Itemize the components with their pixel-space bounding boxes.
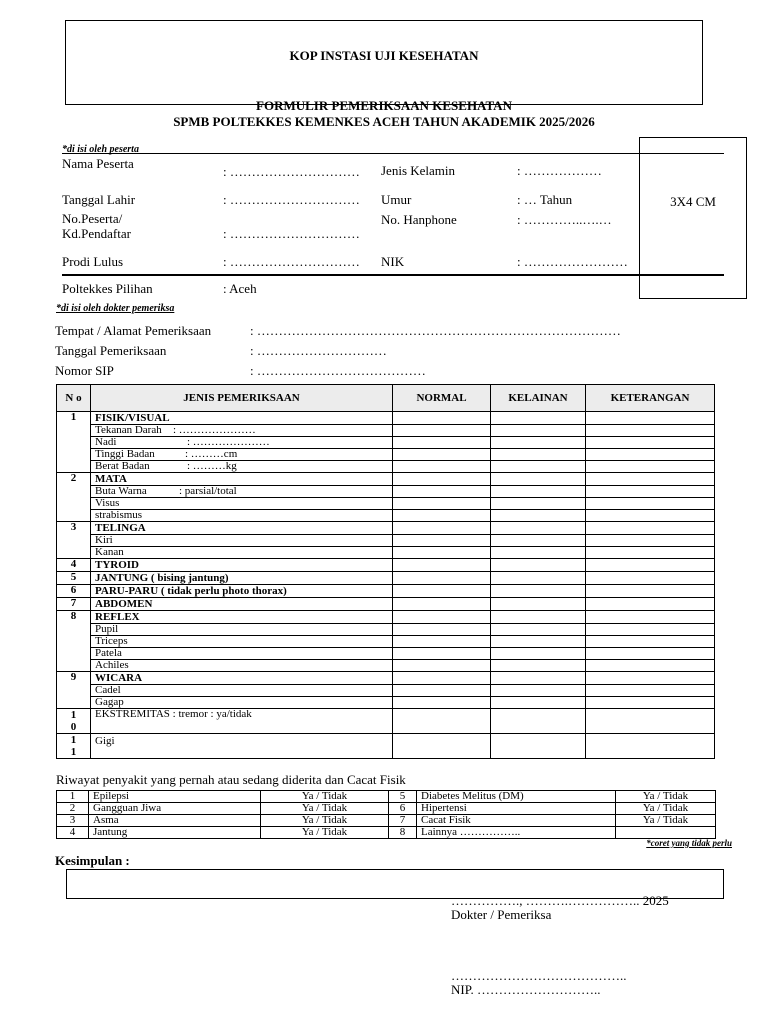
history-option-left[interactable]: Ya / Tidak [261, 815, 389, 827]
signer-label: Dokter / Pemeriksa [451, 907, 552, 922]
table-row [57, 611, 715, 624]
history-disease-right: Diabetes Melitus (DM) [417, 791, 616, 803]
form-subtitle: SPMB POLTEKKES KEMENKES ACEH TAHUN AKADEMIK 2025/2026 [173, 114, 595, 129]
history-row [57, 791, 716, 803]
cat-paru: PARU-PARU ( tidak perlu photo thorax) [91, 585, 393, 598]
row-no-10: 1 0 [57, 709, 91, 734]
row-no-7: 7 [57, 598, 91, 611]
cell-keterangan[interactable] [586, 498, 715, 510]
cell-kelainan[interactable] [491, 709, 586, 734]
cell-kelainan[interactable] [491, 547, 586, 559]
table-row [57, 559, 715, 572]
sub-tekanan-darah: Tekanan Darah : ………………… [91, 425, 393, 437]
cell-kelainan[interactable] [491, 636, 586, 648]
cell-normal[interactable] [393, 697, 491, 709]
history-option-right[interactable]: Ya / Tidak [616, 803, 716, 815]
cell-kelainan[interactable] [491, 473, 586, 486]
sub-patela: Patela [91, 648, 393, 660]
signature-line[interactable]: ………………………………….. [451, 968, 627, 983]
history-disease-left: Epilepsi [89, 791, 261, 803]
cell-keterangan[interactable] [586, 624, 715, 636]
participant-top-line [62, 153, 724, 154]
photo-label: 3X4 CM [670, 194, 716, 209]
history-disease-left: Gangguan Jiwa [89, 803, 261, 815]
poltekkes-label: Poltekkes Pilihan [62, 281, 153, 296]
table-row [57, 598, 715, 611]
header-normal: NORMAL [393, 385, 491, 412]
table-row [57, 709, 715, 734]
history-no-right: 8 [389, 827, 417, 839]
sub-buta-warna: Buta Warna : parsial/total [91, 486, 393, 498]
cell-kelainan[interactable] [491, 585, 586, 598]
history-disease-left: Asma [89, 815, 261, 827]
history-note: *coret yang tidak perlu [646, 838, 732, 848]
cell-normal[interactable] [393, 547, 491, 559]
cell-kelainan[interactable] [491, 734, 586, 759]
cell-normal[interactable] [393, 734, 491, 759]
cell-normal[interactable] [393, 425, 491, 437]
cat-fisik: FISIK/VISUAL [91, 412, 393, 425]
row-no-1: 1 [57, 412, 91, 473]
cell-normal[interactable] [393, 486, 491, 498]
participant-section-note: *di isi oleh peserta [62, 144, 139, 155]
cell-kelainan[interactable] [491, 425, 586, 437]
exam-header-row [57, 385, 715, 412]
history-no-left: 4 [57, 827, 89, 839]
table-row [57, 510, 715, 522]
sub-triceps: Triceps [91, 636, 393, 648]
nip-line[interactable]: NIP. ……………………….. [451, 982, 601, 997]
table-row [57, 412, 715, 425]
history-option-left[interactable]: Ya / Tidak [261, 791, 389, 803]
cell-keterangan[interactable] [586, 486, 715, 498]
cell-keterangan[interactable] [586, 611, 715, 624]
cell-kelainan[interactable] [491, 412, 586, 425]
table-row [57, 449, 715, 461]
history-no-left: 2 [57, 803, 89, 815]
cell-kelainan[interactable] [491, 611, 586, 624]
sub-cadel: Cadel [91, 685, 393, 697]
table-row [57, 437, 715, 449]
row-no-5: 5 [57, 572, 91, 585]
cell-kelainan[interactable] [491, 559, 586, 572]
cell-keterangan[interactable] [586, 522, 715, 535]
cell-kelainan[interactable] [491, 510, 586, 522]
history-no-right: 7 [389, 815, 417, 827]
nama-label: Nama Peserta [62, 156, 134, 171]
sub-achiles: Achiles [91, 660, 393, 672]
nik-value[interactable]: : …………………… [517, 254, 628, 269]
cell-kelainan[interactable] [491, 697, 586, 709]
cell-normal[interactable] [393, 412, 491, 425]
cell-kelainan[interactable] [491, 522, 586, 535]
cell-normal[interactable] [393, 522, 491, 535]
cell-keterangan[interactable] [586, 510, 715, 522]
cell-normal[interactable] [393, 510, 491, 522]
table-row [57, 648, 715, 660]
history-no-left: 3 [57, 815, 89, 827]
tanggal-pemeriksaan-label: Tanggal Pemeriksaan [55, 343, 167, 358]
history-no-right: 5 [389, 791, 417, 803]
history-disease-left: Jantung [89, 827, 261, 839]
participant-bottom-line [62, 274, 724, 276]
cell-normal[interactable] [393, 585, 491, 598]
cell-keterangan[interactable] [586, 559, 715, 572]
sub-gagap: Gagap [91, 697, 393, 709]
cell-normal[interactable] [393, 449, 491, 461]
sub-visus: Visus [91, 498, 393, 510]
table-row [57, 697, 715, 709]
history-no-left: 1 [57, 791, 89, 803]
history-row [57, 815, 716, 827]
no-peserta-label-line2: Kd.Pendaftar [62, 226, 131, 241]
history-option-left[interactable]: Ya / Tidak [261, 827, 389, 839]
cell-keterangan[interactable] [586, 547, 715, 559]
header-keterangan: KETERANGAN [586, 385, 715, 412]
jenis-kelamin-value[interactable]: : ……………… [517, 163, 602, 178]
row-no-6: 6 [57, 585, 91, 598]
cell-keterangan[interactable] [586, 648, 715, 660]
cell-normal[interactable] [393, 559, 491, 572]
no-peserta-label-line1: No.Peserta/ [62, 211, 123, 226]
table-row [57, 585, 715, 598]
row-no-2: 2 [57, 473, 91, 522]
table-row [57, 672, 715, 685]
history-option-right[interactable] [616, 827, 716, 839]
hanphone-value[interactable]: : …………..….… [517, 212, 612, 227]
cell-kelainan[interactable] [491, 648, 586, 660]
no-peserta-label [62, 211, 131, 241]
history-option-right[interactable]: Ya / Tidak [616, 815, 716, 827]
form-title: FORMULIR PEMERIKSAAN KESEHATAN [256, 98, 512, 113]
table-row [57, 535, 715, 547]
cell-normal[interactable] [393, 461, 491, 473]
cell-kelainan[interactable] [491, 437, 586, 449]
cell-kelainan[interactable] [491, 486, 586, 498]
cell-keterangan[interactable] [586, 672, 715, 685]
cell-normal[interactable] [393, 611, 491, 624]
cell-normal[interactable] [393, 648, 491, 660]
tempat-value[interactable]: : ………………………………………………………………………… [250, 323, 621, 338]
conclusion-label: Kesimpulan : [55, 853, 130, 868]
cat-ekstremitas: EKSTREMITAS : tremor : ya/tidak [91, 709, 393, 734]
history-option-left[interactable]: Ya / Tidak [261, 803, 389, 815]
exam-table [56, 384, 715, 759]
sub-kanan: Kanan [91, 547, 393, 559]
umur-label: Umur [381, 192, 412, 207]
poltekkes-value: : Aceh [223, 281, 257, 296]
history-table [56, 790, 716, 839]
history-disease-right: Lainnya …………….. [417, 827, 616, 839]
tanggal-pemeriksaan-value[interactable]: : ………………………… [250, 343, 387, 358]
cat-telinga: TELINGA [91, 522, 393, 535]
cell-normal[interactable] [393, 685, 491, 697]
history-option-right[interactable]: Ya / Tidak [616, 791, 716, 803]
cell-normal[interactable] [393, 598, 491, 611]
history-row [57, 803, 716, 815]
sub-berat-badan: Berat Badan : ………kg [91, 461, 393, 473]
sub-kiri: Kiri [91, 535, 393, 547]
cell-kelainan[interactable] [491, 461, 586, 473]
cat-reflex: REFLEX [91, 611, 393, 624]
tanggal-lahir-label: Tanggal Lahir [62, 192, 136, 207]
cell-keterangan[interactable] [586, 449, 715, 461]
header-no: N o [57, 385, 91, 412]
table-row [57, 685, 715, 697]
cell-kelainan[interactable] [491, 685, 586, 697]
cell-keterangan[interactable] [586, 437, 715, 449]
history-title: Riwayat penyakit yang pernah atau sedang diderita dan Cacat Fisik [56, 772, 406, 787]
cell-normal[interactable] [393, 572, 491, 585]
sip-label: Nomor SIP [55, 363, 114, 378]
row-no-4: 4 [57, 559, 91, 572]
date-line[interactable]: ……………., ……….…………….. 2025 [451, 893, 669, 908]
header-jenis: JENIS PEMERIKSAAN [91, 385, 393, 412]
cell-normal[interactable] [393, 709, 491, 734]
cell-keterangan[interactable] [586, 598, 715, 611]
table-row [57, 522, 715, 535]
table-row [57, 425, 715, 437]
cell-keterangan[interactable] [586, 572, 715, 585]
history-no-right: 6 [389, 803, 417, 815]
jenis-kelamin-label: Jenis Kelamin [381, 163, 456, 178]
cell-keterangan[interactable] [586, 585, 715, 598]
cell-normal[interactable] [393, 437, 491, 449]
cell-kelainan[interactable] [491, 572, 586, 585]
header-kelainan: KELAINAN [491, 385, 586, 412]
nik-label: NIK [381, 254, 405, 269]
table-row [57, 572, 715, 585]
cat-abdomen: ABDOMEN [91, 598, 393, 611]
cat-tyroid: TYROID [91, 559, 393, 572]
history-disease-right: Cacat Fisik [417, 815, 616, 827]
hanphone-label: No. Hanphone [381, 212, 457, 227]
cell-keterangan[interactable] [586, 697, 715, 709]
cell-kelainan[interactable] [491, 498, 586, 510]
table-row [57, 636, 715, 648]
sub-pupil: Pupil [91, 624, 393, 636]
cell-normal[interactable] [393, 473, 491, 486]
cat-wicara: WICARA [91, 672, 393, 685]
cell-kelainan[interactable] [491, 672, 586, 685]
kop-title: KOP INSTASI UJI KESEHATAN [289, 48, 479, 63]
prodi-label: Prodi Lulus [62, 254, 124, 269]
cat-gigi: Gigi [91, 734, 393, 759]
cell-keterangan[interactable] [586, 461, 715, 473]
table-row [57, 624, 715, 636]
prodi-value[interactable]: : ………………………… [223, 254, 360, 269]
umur-value[interactable]: : … Tahun [517, 192, 573, 207]
no-peserta-value[interactable]: : ………………………… [223, 226, 360, 241]
sub-nadi: Nadi : ………………… [91, 437, 393, 449]
history-row [57, 827, 716, 839]
row-no-3: 3 [57, 522, 91, 559]
tanggal-lahir-value[interactable]: : ………………………… [223, 192, 360, 207]
row-no-8: 8 [57, 611, 91, 672]
cell-kelainan[interactable] [491, 598, 586, 611]
cell-keterangan[interactable] [586, 660, 715, 672]
table-row [57, 734, 715, 759]
cell-normal[interactable] [393, 636, 491, 648]
cell-normal[interactable] [393, 498, 491, 510]
cell-normal[interactable] [393, 624, 491, 636]
cell-normal[interactable] [393, 672, 491, 685]
cell-kelainan[interactable] [491, 660, 586, 672]
history-disease-right: Hipertensi [417, 803, 616, 815]
cell-kelainan[interactable] [491, 624, 586, 636]
table-row [57, 473, 715, 486]
cell-normal[interactable] [393, 660, 491, 672]
nama-value[interactable]: : ………………………… [223, 164, 360, 179]
cell-keterangan[interactable] [586, 535, 715, 547]
table-row [57, 498, 715, 510]
sub-tinggi-badan: Tinggi Badan : ………cm [91, 449, 393, 461]
table-row [57, 486, 715, 498]
cell-keterangan[interactable] [586, 412, 715, 425]
photo-box[interactable] [639, 137, 747, 299]
table-row [57, 461, 715, 473]
table-row [57, 547, 715, 559]
cell-keterangan[interactable] [586, 685, 715, 697]
cell-keterangan[interactable] [586, 636, 715, 648]
table-row [57, 660, 715, 672]
cell-keterangan[interactable] [586, 425, 715, 437]
cat-jantung: JANTUNG ( bising jantung) [91, 572, 393, 585]
cell-keterangan[interactable] [586, 709, 715, 734]
cat-mata: MATA [91, 473, 393, 486]
row-no-11: 1 1 [57, 734, 91, 759]
cell-keterangan[interactable] [586, 734, 715, 759]
doctor-section-note: *di isi oleh dokter pemeriksa [56, 303, 175, 314]
sip-value[interactable]: : ………………………………… [250, 363, 426, 378]
cell-normal[interactable] [393, 535, 491, 547]
cell-kelainan[interactable] [491, 535, 586, 547]
sub-strabismus: strabismus [91, 510, 393, 522]
row-no-9: 9 [57, 672, 91, 709]
tempat-label: Tempat / Alamat Pemeriksaan [55, 323, 212, 338]
cell-kelainan[interactable] [491, 449, 586, 461]
cell-keterangan[interactable] [586, 473, 715, 486]
